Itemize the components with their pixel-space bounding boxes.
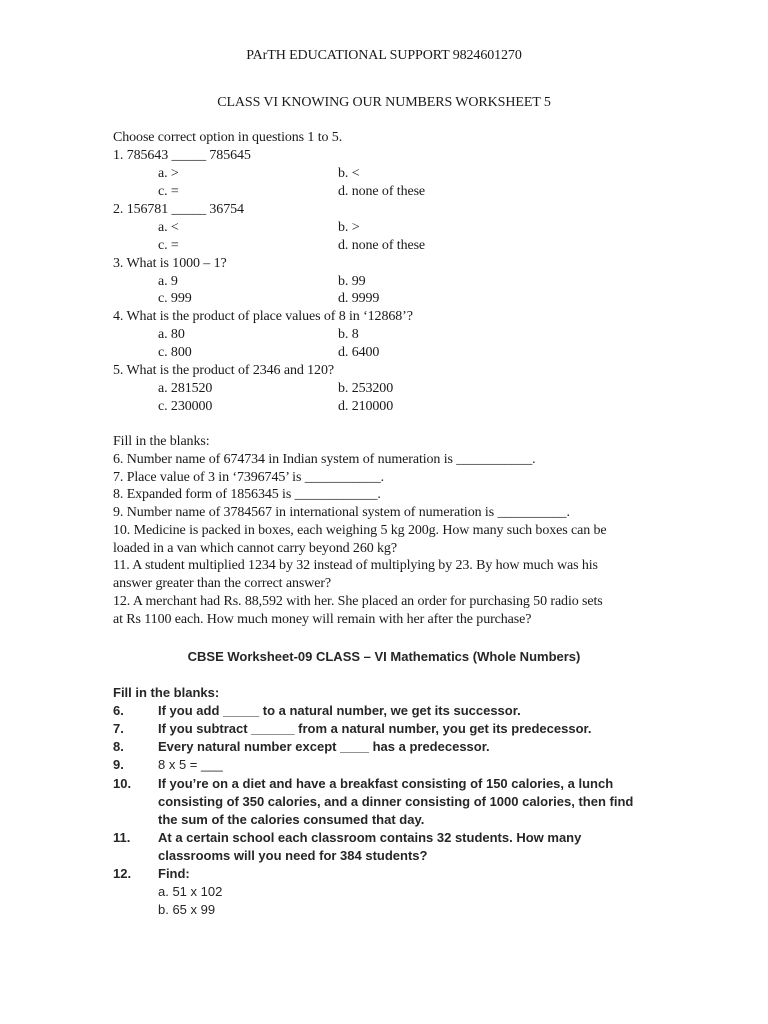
- item-text: Find:: [158, 866, 190, 881]
- item-text: consisting of 350 calories, and a dinner consisting of 1000 calories, then find: [158, 794, 634, 809]
- item-text: At a certain school each classroom contains 32 students. How many: [158, 830, 582, 845]
- fill-blank-line: 10. Medicine is packed in boxes, each weighing 5 kg 200g. How many such boxes can be: [113, 523, 607, 538]
- mcq-option: c. 800: [158, 345, 192, 360]
- item-text: If you subtract ______ from a natural number, you get its predecessor.: [158, 721, 592, 736]
- item-text: a. 51 x 102: [158, 884, 223, 899]
- mcq-option: b. <: [338, 166, 360, 181]
- fill-blank-line: 7. Place value of 3 in ‘7396745’ is ___________.: [113, 470, 385, 485]
- mcq-option: b. >: [338, 220, 360, 235]
- fill-blank-line: 9. Number name of 3784567 in international system of numeration is __________.: [113, 505, 570, 520]
- fill-blank-line: loaded in a van which cannot carry beyond 260 kg?: [113, 541, 397, 556]
- section-title: CBSE Worksheet-09 CLASS – VI Mathematics (Whole Numbers): [187, 649, 581, 664]
- section-heading: Fill in the blanks:: [113, 685, 220, 700]
- mcq-option: c. 999: [158, 291, 192, 306]
- mcq-option: d. none of these: [338, 184, 426, 199]
- mcq-option: c. =: [158, 184, 179, 199]
- mcq-question-3: 3. What is 1000 – 1?: [113, 256, 227, 271]
- mcq-option: c. 230000: [158, 399, 213, 414]
- mcq-option: b. 8: [338, 327, 359, 342]
- mcq-option: a. >: [158, 166, 179, 181]
- item-text: If you add _____ to a natural number, we get its successor.: [158, 703, 521, 718]
- mcq-question-5: 5. What is the product of 2346 and 120?: [113, 363, 334, 378]
- item-number: 11.: [113, 830, 131, 845]
- mcq-option: a. 80: [158, 327, 185, 342]
- mcq-option: a. 281520: [158, 381, 213, 396]
- fill-blank-line: answer greater than the correct answer?: [113, 576, 332, 591]
- item-text: If you’re on a diet and have a breakfast consisting of 150 calories, a lunch: [158, 776, 614, 791]
- item-text: the sum of the calories consumed that day.: [158, 812, 425, 827]
- fill-blanks-heading: Fill in the blanks:: [113, 434, 210, 449]
- mcq-option: a. <: [158, 220, 179, 235]
- mcq-option: a. 9: [158, 274, 178, 289]
- fill-blank-line: 11. A student multiplied 1234 by 32 instead of multiplying by 23. By how much was his: [113, 558, 598, 573]
- item-number: 9.: [113, 757, 124, 772]
- mcq-option: d. 210000: [338, 399, 394, 414]
- item-number: 7.: [113, 721, 124, 736]
- item-text: 8 x 5 = ___: [158, 757, 223, 772]
- mcq-option: d. 9999: [338, 291, 380, 306]
- mcq-question-1: 1. 785643 _____ 785645: [113, 148, 251, 163]
- mcq-instruction: Choose correct option in questions 1 to 5.: [113, 130, 343, 145]
- fill-blank-line: at Rs 1100 each. How much money will remain with her after the purchase?: [113, 612, 532, 627]
- item-number: 10.: [113, 776, 132, 791]
- worksheet-subtitle: CLASS VI KNOWING OUR NUMBERS WORKSHEET 5: [217, 95, 551, 110]
- mcq-question-2: 2. 156781 _____ 36754: [113, 202, 244, 217]
- fill-blank-line: 8. Expanded form of 1856345 is ____________.: [113, 487, 381, 502]
- mcq-option: d. 6400: [338, 345, 380, 360]
- mcq-option: d. none of these: [338, 238, 426, 253]
- item-text: b. 65 x 99: [158, 902, 216, 917]
- mcq-option: c. =: [158, 238, 179, 253]
- page-title: PArTH EDUCATIONAL SUPPORT 9824601270: [246, 48, 522, 63]
- item-text: classrooms will you need for 384 students?: [158, 848, 428, 863]
- fill-blank-line: 12. A merchant had Rs. 88,592 with her. She placed an order for purchasing 50 radio sets: [113, 594, 603, 609]
- item-number: 12.: [113, 866, 132, 881]
- item-text: Every natural number except ____ has a predecessor.: [158, 739, 490, 754]
- mcq-option: b. 253200: [338, 381, 394, 396]
- mcq-option: b. 99: [338, 274, 366, 289]
- mcq-question-4: 4. What is the product of place values of 8 in ‘12868’?: [113, 309, 413, 324]
- item-number: 8.: [113, 739, 124, 754]
- item-number: 6.: [113, 703, 124, 718]
- fill-blank-line: 6. Number name of 674734 in Indian system of numeration is ___________.: [113, 452, 536, 467]
